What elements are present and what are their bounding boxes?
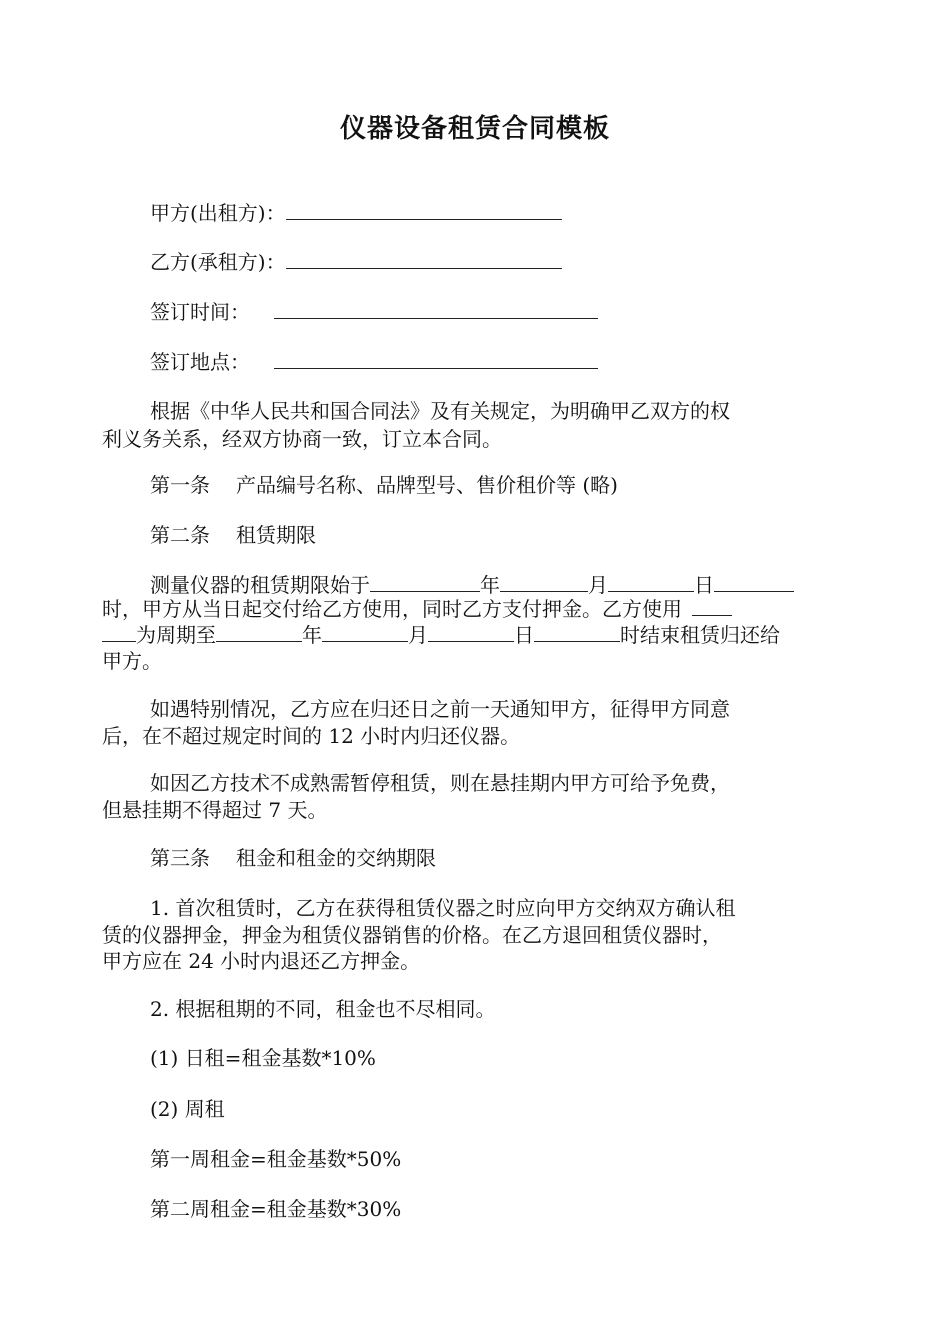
daily-rent: (1) 日租=租金基数*10%	[150, 1046, 376, 1070]
month-text: 月	[408, 623, 428, 647]
month-text: 月	[588, 573, 608, 597]
special-line-2: 后，在不超过规定时间的 12 小时内归还仪器。	[102, 724, 521, 748]
year-text: 年	[480, 573, 500, 597]
article-1	[150, 470, 850, 501]
period-text: 时，甲方从当日起交付给乙方使用，同时乙方支付押金。乙方使用	[102, 597, 682, 621]
week-1-rent: 第一周租金=租金基数*50%	[150, 1147, 402, 1171]
article-3	[150, 843, 850, 874]
party-b-row	[150, 247, 850, 278]
party-a-row	[150, 198, 850, 229]
article-1-text: 产品编号名称、品牌型号、售价租价等 (略)	[236, 473, 618, 497]
period-start-month-blank	[500, 573, 588, 592]
usage-cycle-blank	[692, 597, 732, 616]
first-rental-line-2: 赁的仪器押金，押金为租赁仪器销售的价格。在乙方退回租赁仪器时，	[102, 923, 722, 947]
sign-time-row	[150, 297, 850, 328]
rent-paragraph: 2. 根据租期的不同，租金也不尽相同。	[150, 997, 496, 1021]
party-b-label: 乙方(承租方)：	[150, 250, 286, 274]
year-text: 年	[302, 623, 322, 647]
sign-place-row	[150, 347, 850, 378]
party-b-blank	[286, 250, 562, 269]
period-text: 测量仪器的租赁期限始于	[150, 573, 370, 597]
period-line-4: 甲方。	[102, 649, 162, 673]
usage-cycle-blank-cont	[102, 623, 136, 642]
party-a-blank	[286, 201, 562, 220]
article-3-number: 第三条	[150, 846, 210, 870]
period-text: 为周期至	[136, 623, 216, 647]
day-text: 日	[514, 623, 534, 647]
sign-time-blank	[274, 300, 598, 319]
period-end-month-blank	[322, 623, 408, 642]
period-end-hour-blank	[534, 623, 620, 642]
article-2-text: 租赁期限	[236, 523, 316, 547]
day-text: 日	[694, 573, 714, 597]
intro-line-2: 利义务关系，经双方协商一致，订立本合同。	[102, 427, 502, 451]
week-2-rent: 第二周租金=租金基数*30%	[150, 1197, 402, 1221]
sign-place-blank	[274, 350, 598, 369]
period-text: 时结束租赁归还给	[620, 623, 780, 647]
article-2-number: 第二条	[150, 523, 210, 547]
document-title: 仪器设备租赁合同模板	[339, 114, 610, 144]
article-3-text: 租金和租金的交纳期限	[236, 846, 436, 870]
weekly-rent: (2) 周租	[150, 1097, 225, 1121]
intro-line-1: 根据《中华人民共和国合同法》及有关规定，为明确甲乙双方的权	[150, 399, 730, 423]
tech-line-2: 但悬挂期不得超过 7 天。	[102, 798, 328, 822]
sign-time-label: 签订时间：	[150, 300, 250, 324]
tech-line-1: 如因乙方技术不成熟需暂停租赁，则在悬挂期内甲方可给予免费，	[150, 771, 730, 795]
period-start-day-blank	[608, 573, 694, 592]
period-end-day-blank	[428, 623, 514, 642]
first-rental-line-3: 甲方应在 24 小时内退还乙方押金。	[102, 949, 421, 973]
special-line-1: 如遇特别情况，乙方应在归还日之前一天通知甲方，征得甲方同意	[150, 697, 730, 721]
period-start-year-blank	[370, 573, 480, 592]
article-2	[150, 520, 850, 551]
party-a-label: 甲方(出租方)：	[150, 201, 286, 225]
period-start-hour-blank	[714, 573, 794, 592]
article-1-number: 第一条	[150, 473, 210, 497]
sign-place-label: 签订地点：	[150, 350, 250, 374]
period-end-year-blank	[216, 623, 302, 642]
first-rental-line-1: 1. 首次租赁时，乙方在获得租赁仪器之时应向甲方交纳双方确认租	[150, 896, 736, 920]
